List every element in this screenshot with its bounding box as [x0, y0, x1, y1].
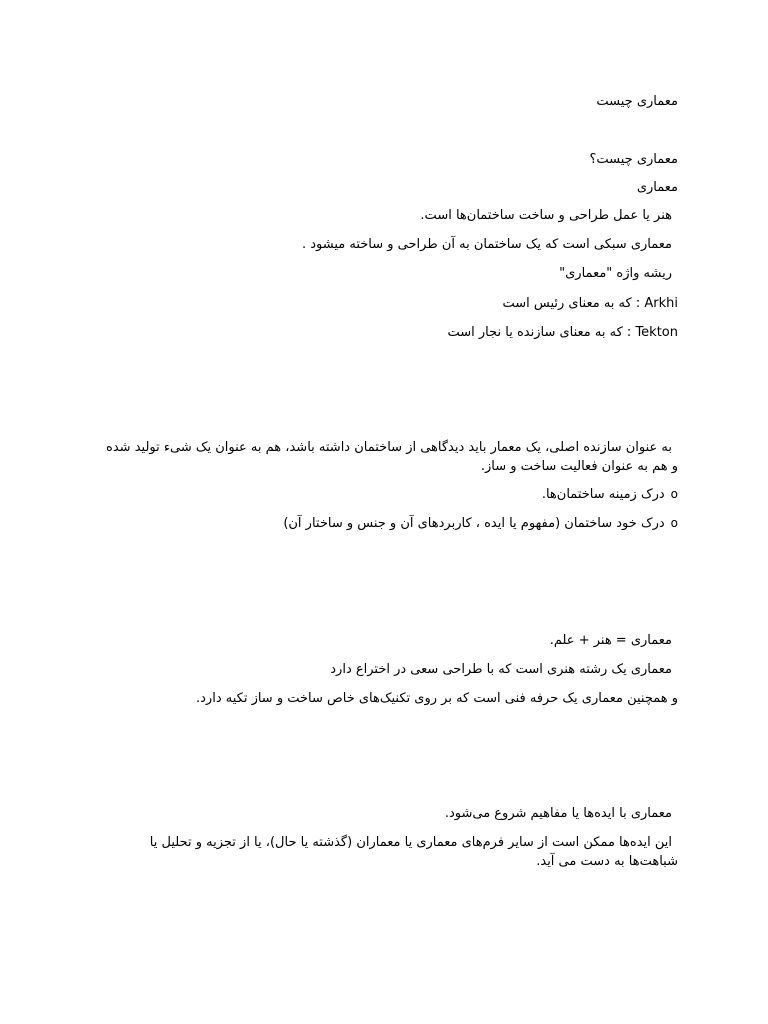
sub-item-text: درک زمینه ساختمان‌ها.: [541, 487, 665, 502]
bullet-item-main-creator: [98, 438, 678, 476]
page-heading: [596, 92, 678, 111]
bullet-text: هنر یا عمل طراحی و ساخت ساختمان‌ها است.: [420, 208, 672, 223]
arkhi-text: Arkhi : که به معنای رئیس است: [502, 296, 678, 311]
bullet-item-definition-1: [420, 206, 678, 225]
bullet-text: معماری یک رشته هنری است که با طراحی سعی در اختراع دارد: [330, 662, 672, 677]
bullet-text: معماری سبکی است که یک ساختمان به آن طراحی و ساخته میشود .: [301, 237, 672, 252]
circle-glyph: o: [670, 516, 678, 530]
tekton-text: Tekton : که به معنای سازنده یا نجار است: [447, 325, 678, 340]
tekton-line: [447, 323, 678, 342]
bullet-text: ریشه واژه "معماری": [559, 266, 672, 281]
question-text: معماری چیست؟: [589, 152, 678, 167]
heading-text: معماری چیست: [596, 94, 678, 109]
term-text: معماری: [636, 180, 678, 195]
technical-text: و همچنین معماری یک حرفه فنی است که بر روی تکنیک‌های خاص ساخت و ساز تکیه دارد.: [196, 691, 678, 706]
sub-item-text: درک خود ساختمان (مفهوم یا ایده ، کاربردهای آن و جنس و ساختار آن): [283, 516, 665, 531]
sub-item-building-itself: [283, 514, 678, 533]
bullet-item-word-root: [559, 264, 678, 283]
term-line: [637, 178, 678, 197]
sub-item-context: [542, 485, 678, 504]
bullet-text: معماری = هنر + علم.: [549, 633, 672, 648]
bullet-item-art: [330, 660, 678, 679]
technical-line: [196, 689, 678, 708]
bullet-text: این ایده‌ها ممکن است از سایر فرم‌های معماری یا معماران (گذشته یا حال)، یا از تجزیه و تحلیل یا شباهت‌ها به دست می آید.: [149, 835, 678, 869]
bullet-item-definition-2: [302, 235, 678, 254]
circle-glyph: o: [670, 487, 678, 501]
bullet-item-sources: [98, 833, 678, 871]
bullet-text: معماری با ایده‌ها یا مفاهیم شروع می‌شود.: [444, 806, 672, 821]
bullet-item-formula: [550, 631, 678, 650]
arkhi-line: [502, 294, 678, 313]
bullet-item-ideas: [445, 804, 678, 823]
bullet-text: به عنوان سازنده اصلی، یک معمار باید دیدگاهی از ساختمان داشته باشد، هم به عنوان یک شیء تولید شده و هم به عنوان فعالیت ساخت و ساز.: [106, 440, 678, 474]
question-line: [589, 150, 678, 169]
